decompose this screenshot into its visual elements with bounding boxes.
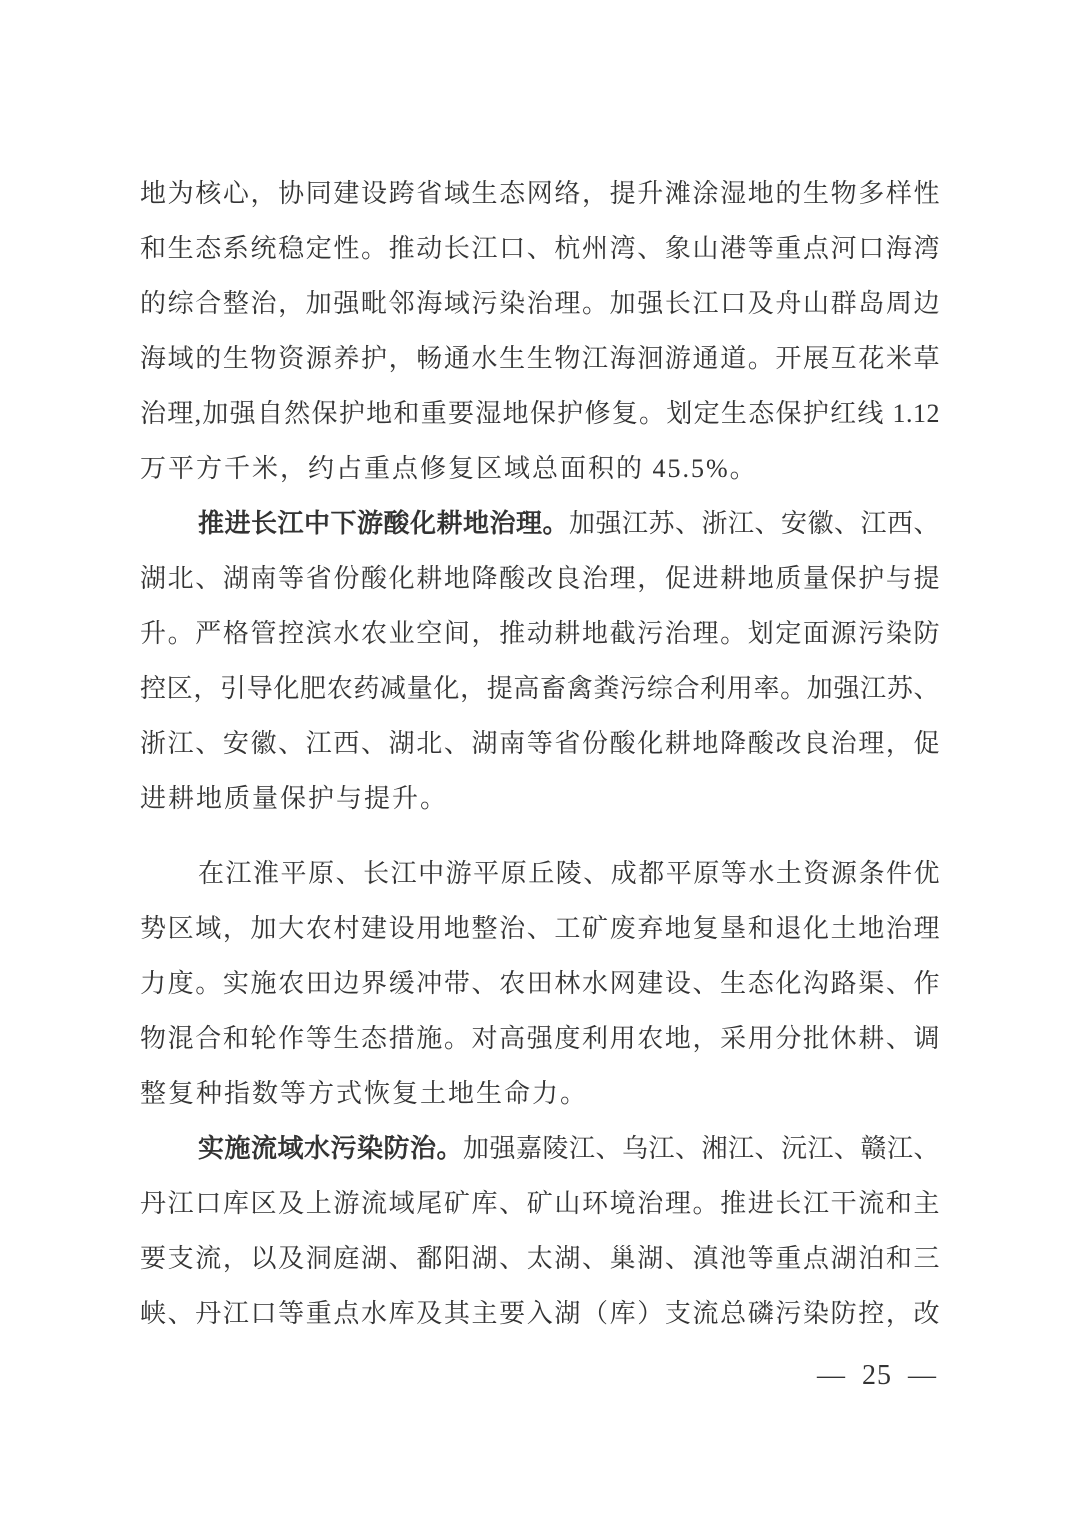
text-line: 进耕地质量保护与提升。 bbox=[140, 784, 449, 813]
paragraph-lead-bold: 实施流域水污染防治。 bbox=[198, 1134, 464, 1163]
text-line: 控区，引导化肥农药减量化，提高畜禽粪污综合利用率。加强江苏、 bbox=[140, 674, 940, 703]
document-body bbox=[140, 166, 940, 1341]
text-line bbox=[140, 496, 940, 551]
text-line: 湖北、湖南等省份酸化耕地降酸改良治理，促进耕地质量保护与提 bbox=[140, 564, 940, 593]
footer-dash-right: — bbox=[908, 1360, 937, 1391]
text-line: 升。严格管控滨水农业空间，推动耕地截污治理。划定面源污染防 bbox=[140, 619, 940, 648]
text-line: 势区域，加大农村建设用地整治、工矿废弃地复垦和退化土地治理 bbox=[140, 914, 940, 943]
paragraph-lead-bold: 推进长江中下游酸化耕地治理。 bbox=[198, 509, 570, 538]
paragraph-acidified-farmland bbox=[140, 496, 940, 826]
footer-page-number: 25 bbox=[862, 1360, 892, 1391]
paragraph-water-pollution-control bbox=[140, 1121, 940, 1341]
text-line bbox=[140, 1121, 940, 1176]
text-line: 峡、丹江口等重点水库及其主要入湖（库）支流总磷污染防控，改 bbox=[140, 1299, 940, 1328]
paragraph-rural-land-consolidation bbox=[140, 846, 940, 1121]
text-line: 地为核心，协同建设跨省域生态网络，提升滩涂湿地的生物多样性 bbox=[140, 179, 940, 208]
text-line: 在江淮平原、长江中游平原丘陵、成都平原等水土资源条件优 bbox=[198, 859, 940, 888]
text-line: 的综合整治，加强毗邻海域污染治理。加强长江口及舟山群岛周边 bbox=[140, 289, 940, 318]
paragraph-lead-rest: 加强嘉陵江、乌江、湘江、沅江、赣江、 bbox=[463, 1134, 941, 1163]
text-line: 万平方千米，约占重点修复区域总面积的 45.5%。 bbox=[140, 454, 758, 483]
text-line: 整复种指数等方式恢复土地生命力。 bbox=[140, 1079, 589, 1108]
page-number-footer bbox=[817, 1356, 937, 1396]
text-line: 治理,加强自然保护地和重要湿地保护修复。划定生态保护红线 1.12 bbox=[140, 399, 940, 428]
text-line: 海域的生物资源养护，畅通水生生物江海洄游通道。开展互花米草 bbox=[140, 344, 940, 373]
text-line: 浙江、安徽、江西、湖北、湖南等省份酸化耕地降酸改良治理，促 bbox=[140, 729, 940, 758]
text-line: 丹江口库区及上游流域尾矿库、矿山环境治理。推进长江干流和主 bbox=[140, 1189, 940, 1218]
text-line: 力度。实施农田边界缓冲带、农田林水网建设、生态化沟路渠、作 bbox=[140, 969, 940, 998]
paragraph-coastal-wetland-protection bbox=[140, 166, 940, 496]
paragraph-lead-rest: 加强江苏、浙江、安徽、江西、 bbox=[569, 509, 941, 538]
text-line: 物混合和轮作等生态措施。对高强度利用农地，采用分批休耕、调 bbox=[140, 1024, 940, 1053]
text-line: 和生态系统稳定性。推动长江口、杭州湾、象山港等重点河口海湾 bbox=[140, 234, 940, 263]
footer-dash-left: — bbox=[817, 1360, 846, 1391]
text-line: 要支流，以及洞庭湖、鄱阳湖、太湖、巢湖、滇池等重点湖泊和三 bbox=[140, 1244, 940, 1273]
